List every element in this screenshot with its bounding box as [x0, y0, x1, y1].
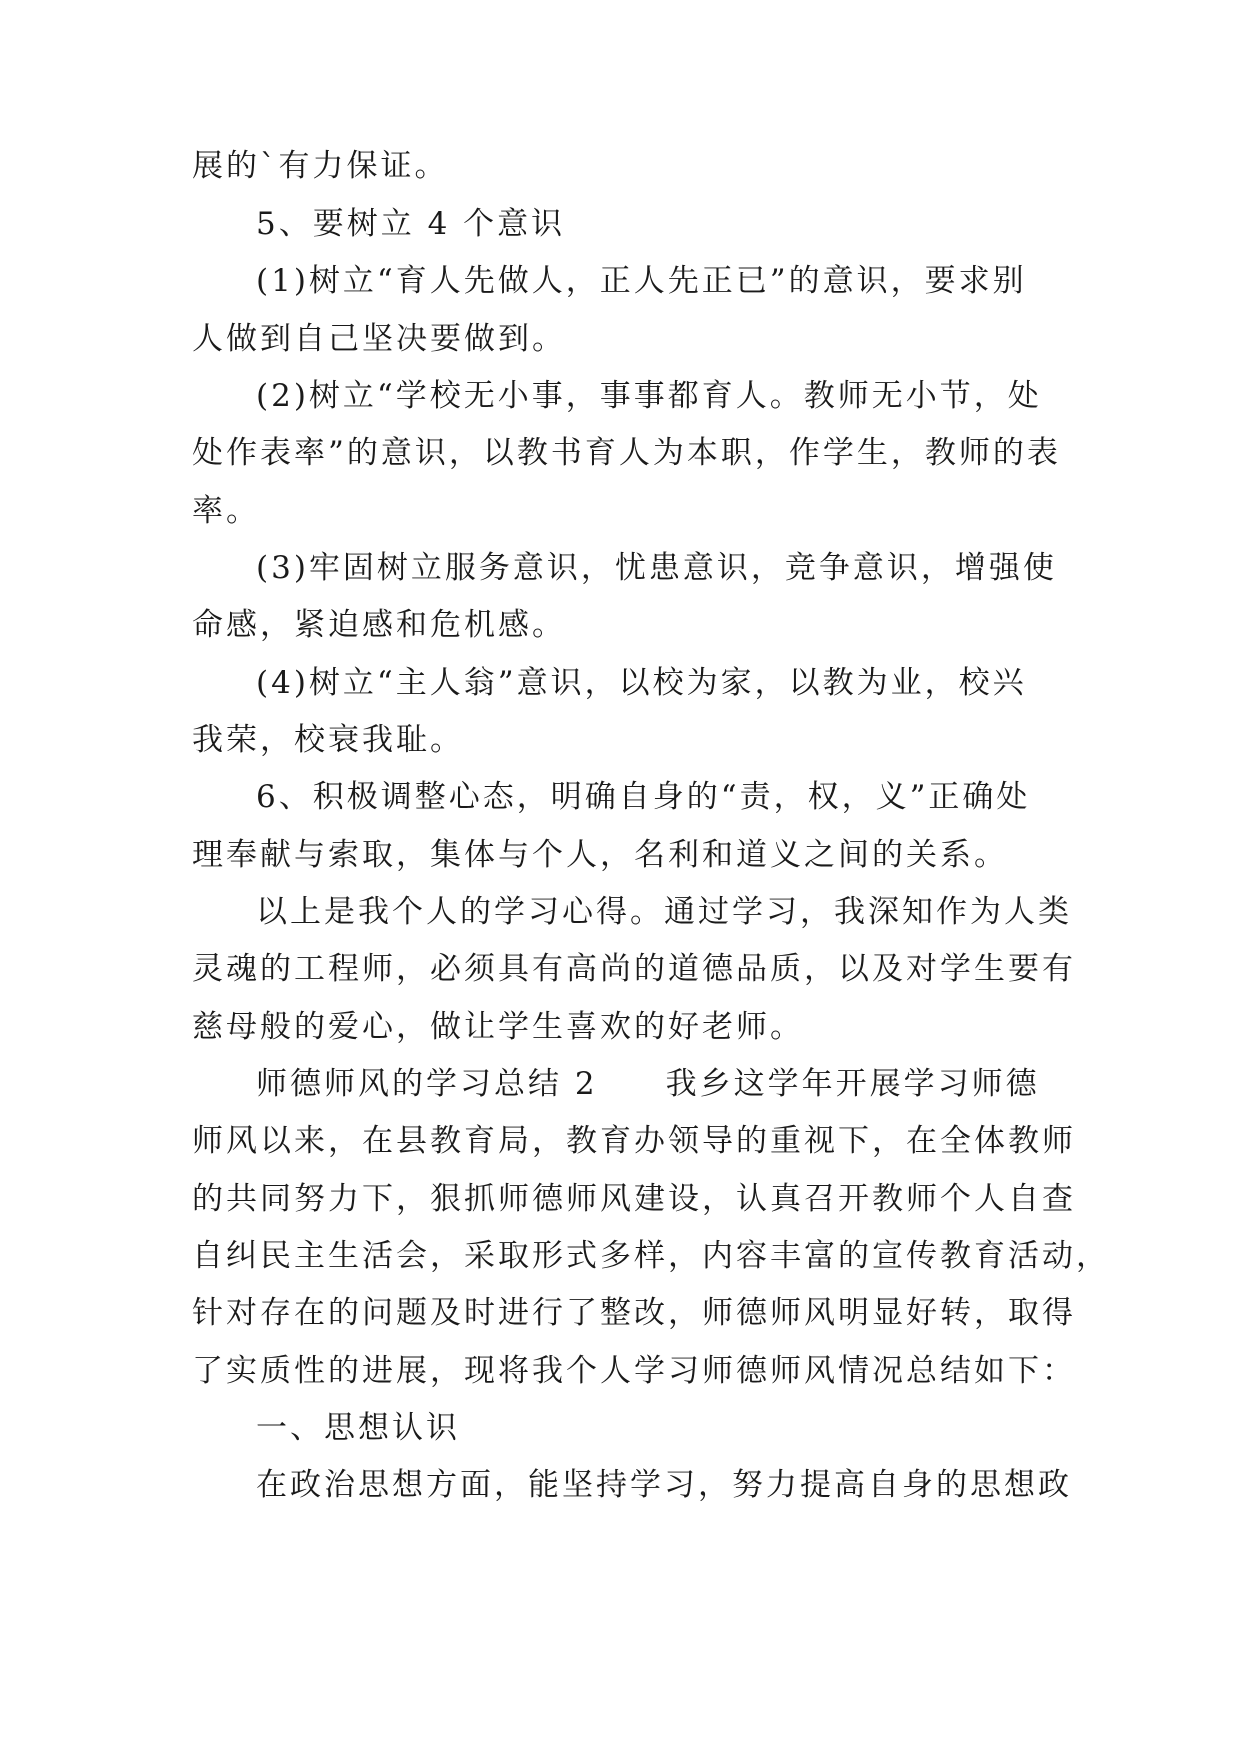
- text-line: 人做到自己坚决要做到。: [192, 321, 566, 357]
- text-line: 了实质性的进展，现将我个人学习师德师风情况总结如下：: [192, 1353, 1076, 1389]
- text-line: 灵魂的工程师，必须具有高尚的道德品质，以及对学生要有: [192, 951, 1076, 987]
- text-line: (3)牢固树立服务意识，忧患意识，竞争意识，增强使: [256, 550, 1057, 586]
- text-line: 自纠民主生活会，采取形式多样，内容丰富的宣传教育活动，: [192, 1238, 1110, 1274]
- text-line: (2)树立“学校无小事，事事都育人。教师无小节，处: [256, 378, 1042, 414]
- text-line: 命感，紧迫感和危机感。: [192, 607, 566, 643]
- text-line: (4)树立“主人翁”意识，以校为家，以教为业，校兴: [256, 665, 1027, 701]
- text-line: 的共同努力下，狠抓师德师风建设，认真召开教师个人自查: [192, 1181, 1076, 1217]
- section-heading: 一、思想认识: [256, 1410, 460, 1446]
- text-line: 展的`有力保证。: [192, 148, 449, 184]
- text-line: 率。: [192, 493, 260, 529]
- text-line: 6、积极调整心态，明确自身的“责，权，义”正确处: [256, 779, 1031, 815]
- text-line: 慈母般的爱心，做让学生喜欢的好老师。: [192, 1009, 804, 1045]
- text-line: 我荣，校衰我耻。: [192, 722, 464, 758]
- text-line: 以上是我个人的学习心得。通过学习，我深知作为人类: [256, 894, 1072, 930]
- section-heading: 5、要树立 4 个意识: [256, 206, 566, 242]
- text-line: 针对存在的问题及时进行了整改，师德师风明显好转，取得: [192, 1295, 1076, 1331]
- text-line: 理奉献与索取，集体与个人，名利和道义之间的关系。: [192, 837, 1008, 873]
- section-title-line: 师德师风的学习总结 2 我乡这学年开展学习师德: [256, 1066, 1040, 1102]
- text-line: 师风以来，在县教育局，教育办领导的重视下，在全体教师: [192, 1123, 1076, 1159]
- text-line: (1)树立“育人先做人，正人先正已”的意识，要求别: [256, 263, 1027, 299]
- text-line: 处作表率”的意识，以教书育人为本职，作学生，教师的表: [192, 435, 1061, 471]
- text-line: 在政治思想方面，能坚持学习，努力提高自身的思想政: [256, 1467, 1072, 1503]
